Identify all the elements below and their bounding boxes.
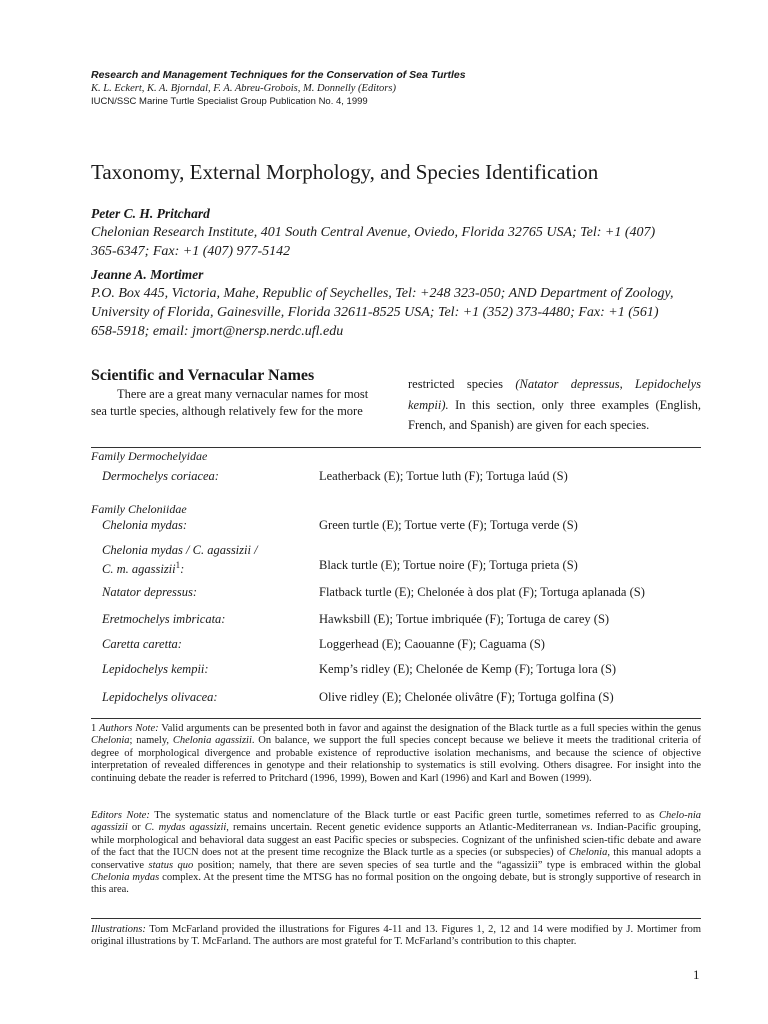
scientific-name: Dermochelys coriacea:	[102, 469, 219, 483]
scientific-name-line: C. m. agassizii	[102, 562, 176, 577]
vernacular-names: Green turtle (E); Tortue verte (F); Tortuga verde (S)	[319, 518, 578, 532]
note-italic: Chelonia mydas	[91, 872, 160, 884]
illustrations-rule	[91, 918, 701, 919]
note-text: , this manual adopts a conservative	[91, 847, 701, 871]
scientific-name: Lepidochelys kempii:	[102, 662, 209, 676]
family-label: Family Dermochelyidae	[91, 449, 208, 463]
vernacular-names: Hawksbill (E); Tortue imbriquée (F); Tortuga de carey (S)	[319, 612, 610, 626]
scientific-name	[102, 543, 312, 577]
vernacular-names: Loggerhead (E); Caouanne (F); Caguama (S)	[319, 637, 545, 651]
footnote-marker: 1	[91, 723, 97, 734]
note-italic: Chelo-nia agassizii	[91, 810, 701, 834]
note-text: Valid arguments can be presented both in favor and against the designation of the Black turtle as a full species within the genus	[158, 723, 701, 734]
author-name: Jeanne A. Mortimer	[91, 267, 204, 282]
editors-note	[91, 810, 701, 897]
note-label: Editors Note:	[91, 810, 150, 821]
note-italic: C. mydas agassizii	[144, 822, 227, 834]
note-text: Tom McFarland provided the illustrations for Figures 4-11 and 13. Figures 1, 2, 12 and 14 were modified by J. Mortimer from original illustrations by T. McFarland. The authors are most grateful for T. McFarland’s contribution to this chapter.	[91, 924, 701, 948]
author-block	[91, 265, 681, 341]
vernacular-names: Flatback turtle (E); Chelonée à dos plat (F); Tortuga aplanada (S)	[319, 585, 645, 599]
scientific-name: Lepidochelys olivacea:	[102, 690, 218, 704]
intro-paragraph-right	[408, 374, 701, 436]
note-text: position; namely, that there are seven species of sea turtle and the “agassizii” type is embraced within the global	[193, 859, 702, 871]
book-title: Research and Management Techniques for the Conservation of Sea Turtles	[91, 69, 466, 81]
note-italic: Chelonia	[568, 847, 608, 859]
note-italic: status quo	[148, 859, 194, 871]
scientific-name: Natator depressus:	[102, 585, 198, 599]
book-editors: K. L. Eckert, K. A. Bjorndal, F. A. Abreu-Grobois, M. Donnelly (Editors)	[91, 83, 396, 94]
scientific-name-colon: :	[180, 562, 185, 577]
publication-series: IUCN/SSC Marine Turtle Specialist Group Publication No. 4, 1999	[91, 96, 368, 107]
family-label: Family Cheloniidae	[91, 502, 187, 516]
footnote-marker: 1	[175, 560, 181, 570]
author-affiliation: Chelonian Research Institute, 401 South Central Avenue, Oviedo, Florida 32765 USA; Tel: +1 (407) 365-6347; Fax: +1 (407) 977-5142	[91, 225, 656, 259]
note-text: . On balance, we support the full species concept because we believe it meets the traditional criteria of degree of morphological divergence and probable existence of reproductive isolation mechanisms, and because the science of objective interpretation of revealed differences in genotype and their relationship to systematics is still evolving. Others disagree. For insight into the continuing debate the reader is referred to Pritchard (1996, 1999), Bowen and Karl (1996) and Karl and Bowen (1999).	[91, 735, 701, 784]
author-affiliation: P.O. Box 445, Victoria, Mahe, Republic of Seychelles, Tel: +248 323-050; AND Department of Zoology, University of Florida, Gainesville, Florida 32611-8525 USA; Tel: +1 (352) 373-4480; Fax: +1 (561) 658-5918; email: jmort@nersp.nerdc.ufl.edu	[91, 286, 674, 339]
note-italic: vs	[581, 822, 591, 834]
page-number: 1	[693, 967, 700, 982]
note-label: Authors Note:	[99, 723, 159, 734]
note-text: complex. At the present time the MTSG has no formal position on the ongoing debate, but is strongly supportive of research in this area.	[91, 872, 702, 896]
scientific-name-line: Chelonia mydas / C. agassizii /	[102, 543, 258, 557]
intro-paragraph-left: There are a great many vernacular names for most sea turtle species, although relatively few for the more	[91, 387, 369, 418]
note-text: , remains uncertain. Recent genetic evidence supports an Atlantic-Mediterranean	[226, 822, 582, 834]
note-italic: Chelonia	[91, 735, 130, 747]
intro-species-names: (Natator depressus, Lepidochelys kempii).	[408, 377, 701, 412]
vernacular-names: Olive ridley (E); Chelonée olivâtre (F); Tortuga golfina (S)	[319, 690, 614, 704]
note-label: Illustrations:	[91, 924, 146, 935]
author-block	[91, 204, 681, 261]
author-name: Peter C. H. Pritchard	[91, 206, 210, 221]
intro-text: restricted species	[408, 377, 516, 391]
scientific-name: Chelonia mydas:	[102, 518, 188, 532]
note-text: The systematic status and nomenclature of the Black turtle or east Pacific green turtle, sometimes referred to as	[149, 810, 659, 821]
vernacular-names: Kemp’s ridley (E); Chelonée de Kemp (F); Tortuga lora (S)	[319, 662, 617, 676]
chapter-title: Taxonomy, External Morphology, and Species Identification	[91, 160, 599, 184]
scientific-name: Eretmochelys imbricata:	[102, 612, 226, 626]
publication-header	[91, 68, 691, 108]
intro-text: In this section, only three examples (English, French, and Spanish) are given for each species.	[408, 397, 701, 432]
section-heading: Scientific and Vernacular Names	[91, 367, 315, 384]
footnote-rule	[91, 718, 701, 719]
authors-note	[91, 723, 701, 785]
note-text: ; namely,	[129, 735, 173, 747]
vernacular-names: Black turtle (E); Tortue noire (F); Tortuga prieta (S)	[319, 558, 578, 572]
note-text: . Indian-Pacific grouping, while morphological and behavioral data suggest an east Pacific species or subspecies. Cognizant of the unfinished scien-tific debate and aware of the fact that the IUCN does not at the present time recognize the Black turtle as a species (or subspecies) of	[91, 822, 702, 859]
note-italic: Chelonia agassizii	[172, 735, 252, 747]
note-text: or	[127, 822, 145, 834]
scientific-name: Caretta caretta:	[102, 637, 182, 651]
table-top-rule	[91, 447, 701, 448]
vernacular-names: Leatherback (E); Tortue luth (F); Tortuga laúd (S)	[319, 469, 568, 483]
illustrations-credit	[91, 924, 701, 949]
